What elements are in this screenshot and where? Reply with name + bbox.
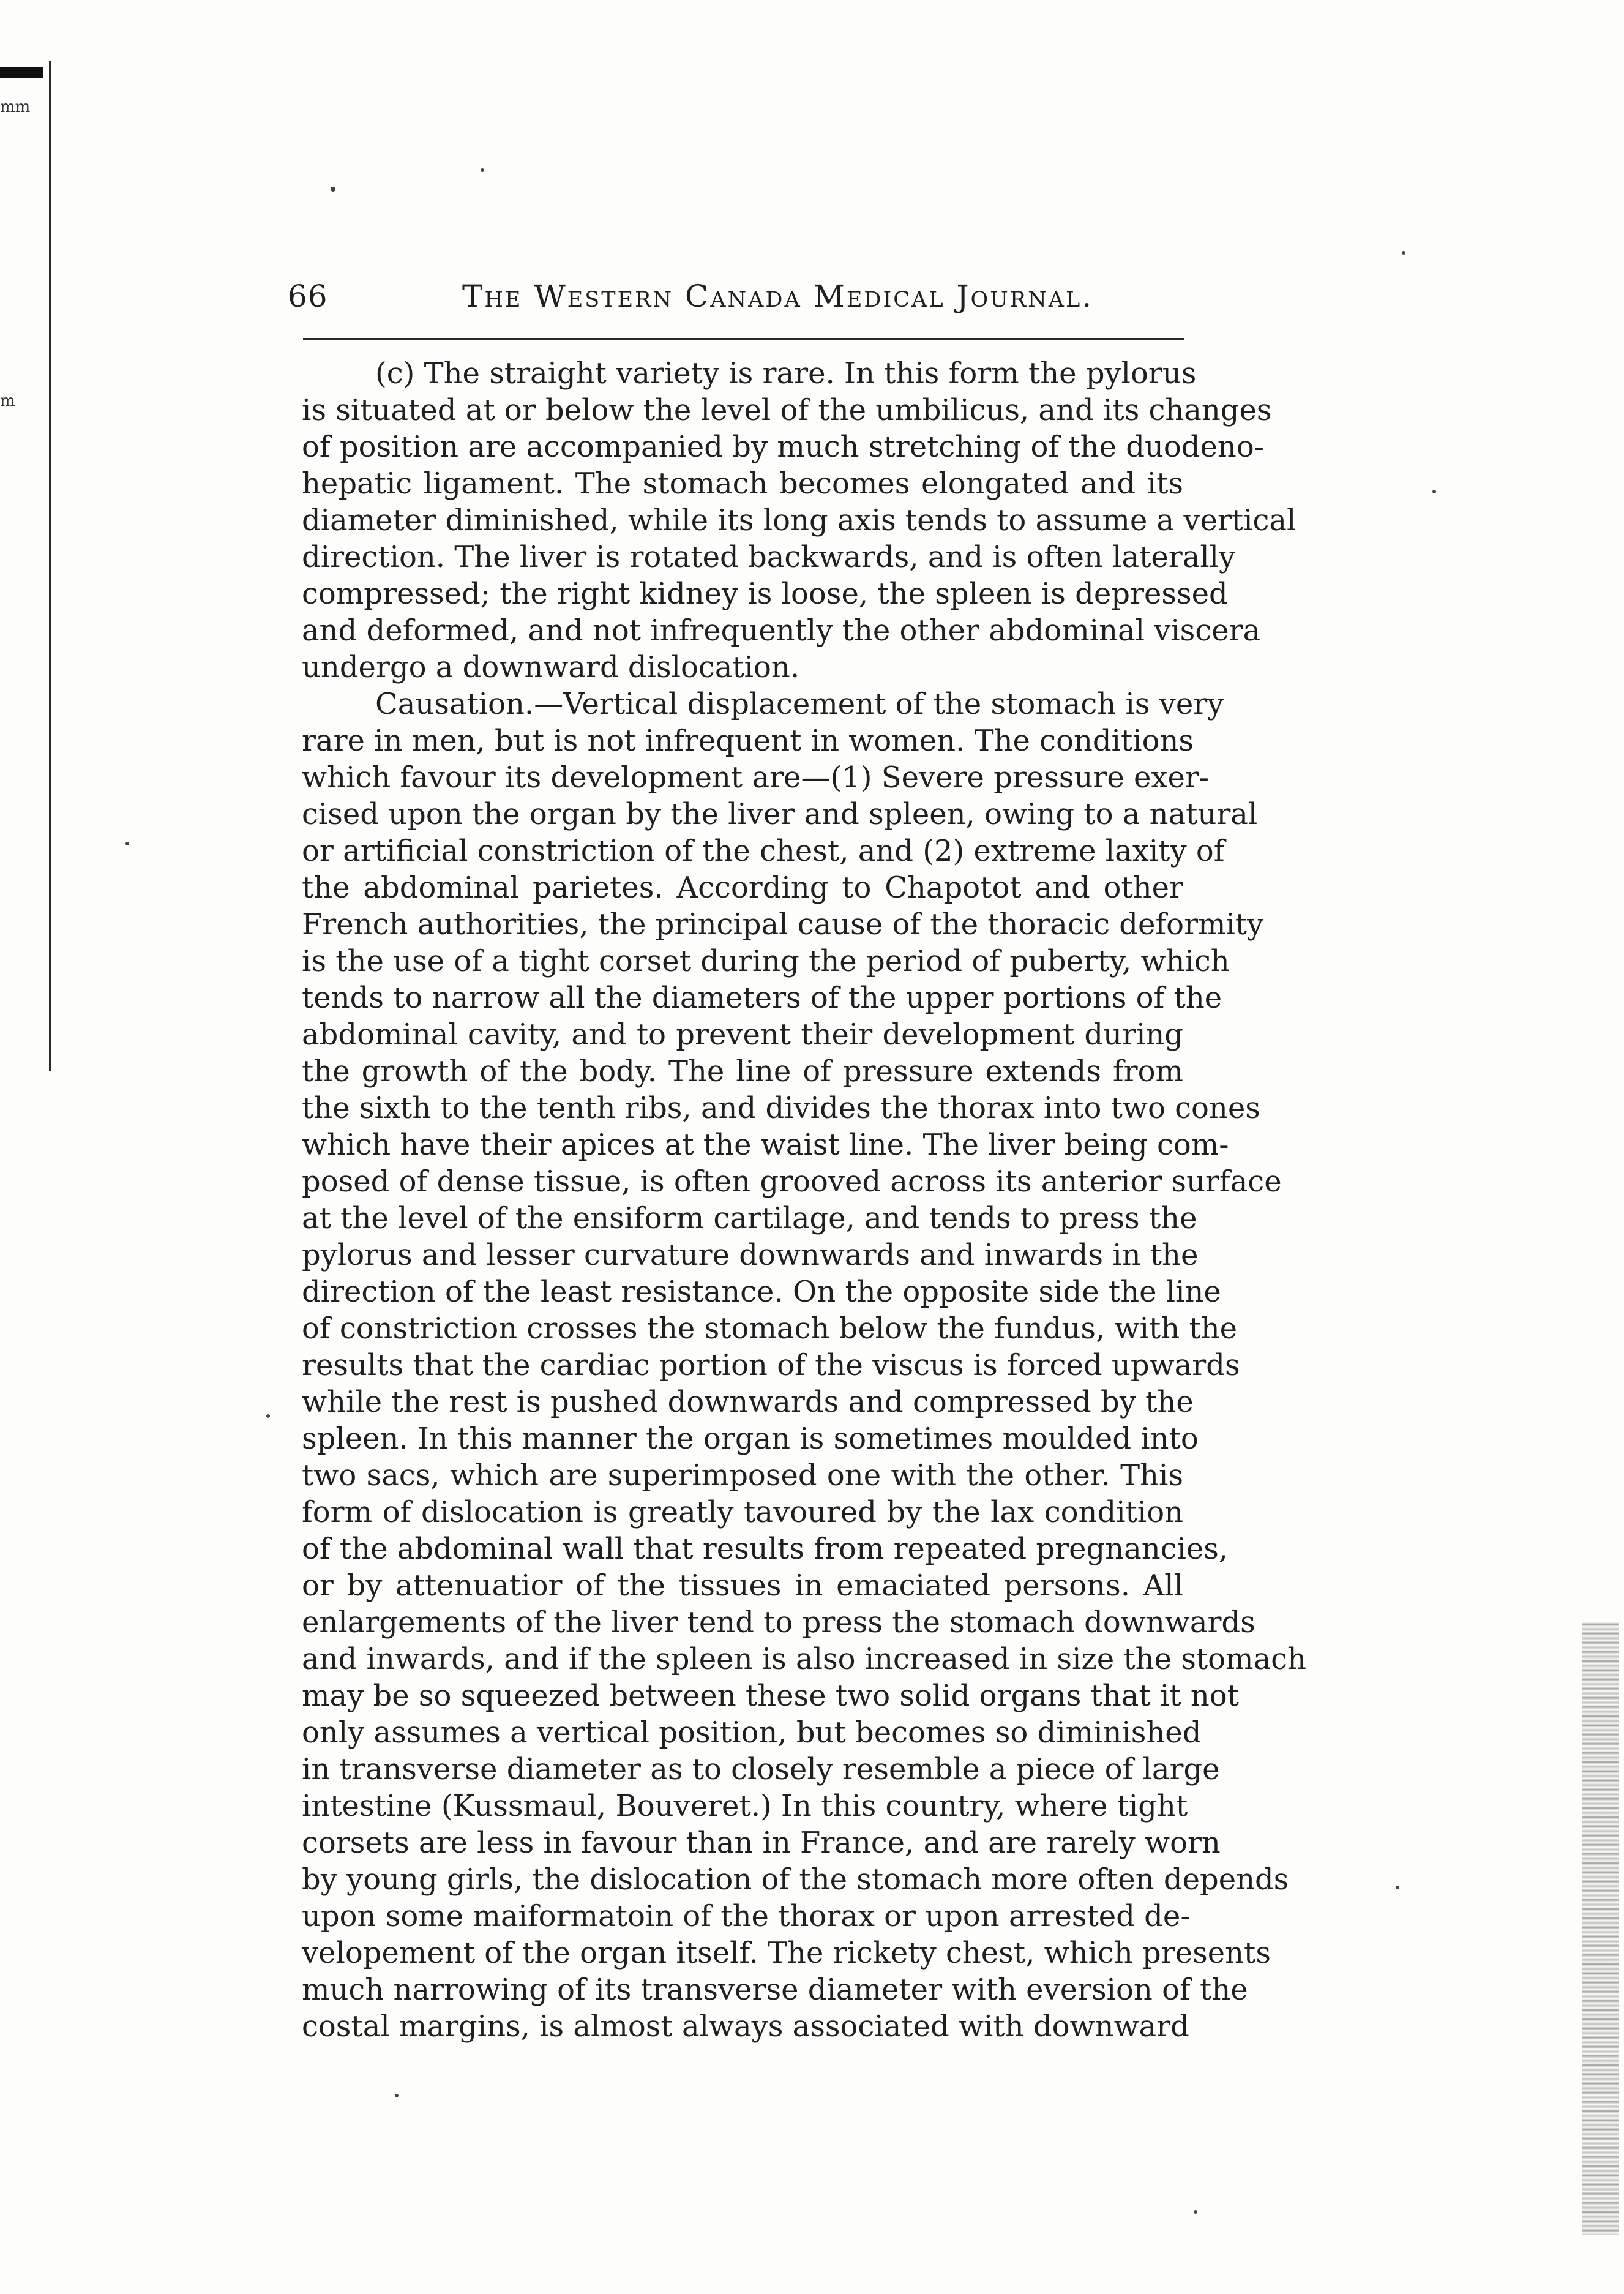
text-line: hepatic ligament. The stomach becomes elongated and its <box>302 467 1183 501</box>
text-line: (c) The straight variety is rare. In this form the pylorus <box>375 356 1197 391</box>
binding-edge-mark <box>0 67 43 78</box>
text-line: and inwards, and if the spleen is also increased in size the stomach <box>302 1642 1306 1676</box>
text-line: which favour its development are—(1) Severe pressure exer- <box>302 760 1210 795</box>
text-line: cised upon the organ by the liver and spleen, owing to a natural <box>302 797 1258 831</box>
text-line: the abdominal parietes. According to Chapotot and other <box>302 871 1183 905</box>
text-line: costal margins, is almost always associated with downward <box>302 2009 1189 2044</box>
dust-speck <box>1432 490 1436 493</box>
dust-speck <box>125 842 129 845</box>
text-line: upon some maiformatoin of the thorax or upon arrested de- <box>302 1899 1191 1933</box>
text-line: while the rest is pushed downwards and compressed by the <box>302 1385 1194 1419</box>
text-line: French authorities, the principal cause of the thoracic deformity <box>302 907 1264 942</box>
text-line: the growth of the body. The line of pressure extends from <box>302 1054 1183 1089</box>
text-line: tends to narrow all the diameters of the upper portions of the <box>302 981 1222 1015</box>
text-line: of constriction crosses the stomach below the fundus, with the <box>302 1311 1238 1346</box>
text-line: intestine (Kussmaul, Bouveret.) In this country, where tight <box>302 1789 1188 1823</box>
dust-speck <box>481 168 484 172</box>
text-line: form of dislocation is greatly tavoured by the lax condition <box>302 1495 1183 1529</box>
text-line: results that the cardiac portion of the viscus is forced upwards <box>302 1348 1240 1382</box>
text-line: is the use of a tight corset during the period of puberty, which <box>302 944 1230 978</box>
text-line: two sacs, which are superimposed one with the other. This <box>302 1458 1183 1493</box>
text-line: in transverse diameter as to closely resemble a piece of large <box>302 1752 1220 1786</box>
text-line: much narrowing of its transverse diameter with eversion of the <box>302 1973 1248 2007</box>
binding-edge-text: m <box>0 392 15 410</box>
journal-title: The Western Canada Medical Journal. <box>462 279 1094 314</box>
dust-speck <box>331 187 335 192</box>
text-line: rare in men, but is not infrequent in women. The conditions <box>302 724 1194 758</box>
dust-speck <box>1396 1886 1399 1889</box>
text-line: spleen. In this manner the organ is sometimes moulded into <box>302 1422 1199 1456</box>
text-line: of the abdominal wall that results from repeated pregnancies, <box>302 1532 1229 1566</box>
running-header <box>288 279 1184 328</box>
text-line: or artificial constriction of the chest, and (2) extreme laxity of <box>302 834 1225 868</box>
text-line: posed of dense tissue, is often grooved across its anterior surface <box>302 1164 1282 1199</box>
text-line: enlargements of the liver tend to press the stomach downwards <box>302 1605 1255 1640</box>
text-line: may be so squeezed between these two solid organs that it not <box>302 1679 1239 1713</box>
text-line: direction of the least resistance. On the opposite side the line <box>302 1275 1221 1309</box>
text-line: at the level of the ensiform cartilage, and tends to press the <box>302 1201 1197 1235</box>
text-line: by young girls, the dislocation of the stomach more often depends <box>302 1862 1289 1897</box>
text-line: which have their apices at the waist line. The liver being com- <box>302 1128 1229 1162</box>
page-number: 66 <box>288 279 328 314</box>
dust-speck <box>1194 2210 1197 2214</box>
text-line: abdominal cavity, and to prevent their development during <box>302 1018 1183 1052</box>
text-line: undergo a downward dislocation. <box>302 650 800 684</box>
text-line: direction. The liver is rotated backwards, and is often laterally <box>302 540 1236 574</box>
binding-edge-text: mm <box>0 98 31 116</box>
text-line: the sixth to the tenth ribs, and divides the thorax into two cones <box>302 1091 1260 1125</box>
text-line: diameter diminished, while its long axis tends to assume a vertical <box>302 503 1297 538</box>
text-line: compressed; the right kidney is loose, the spleen is depressed <box>302 577 1228 611</box>
text-line: corsets are less in favour than in France, and are rarely worn <box>302 1826 1221 1860</box>
header-rule <box>303 338 1184 340</box>
text-line: pylorus and lesser curvature downwards and inwards in the <box>302 1238 1199 1272</box>
dust-speck <box>395 2094 399 2097</box>
article-body <box>302 355 1306 2045</box>
text-line: of position are accompanied by much stretching of the duodeno- <box>302 430 1264 464</box>
binding-edge-line <box>49 61 51 1071</box>
text-line: only assumes a vertical position, but becomes so diminished <box>302 1715 1202 1750</box>
page-edge-shadow <box>1582 1622 1619 2235</box>
text-line: or by attenuatior of the tissues in emaciated persons. All <box>302 1569 1183 1603</box>
dust-speck <box>266 1414 270 1418</box>
text-line: Causation.—Vertical displacement of the stomach is very <box>375 687 1224 721</box>
text-line: and deformed, and not infrequently the other abdominal viscera <box>302 613 1261 648</box>
dust-speck <box>1402 251 1405 255</box>
text-line: velopement of the organ itself. The rickety chest, which presents <box>302 1936 1271 1970</box>
text-line: is situated at or below the level of the umbilicus, and its changes <box>302 393 1272 427</box>
